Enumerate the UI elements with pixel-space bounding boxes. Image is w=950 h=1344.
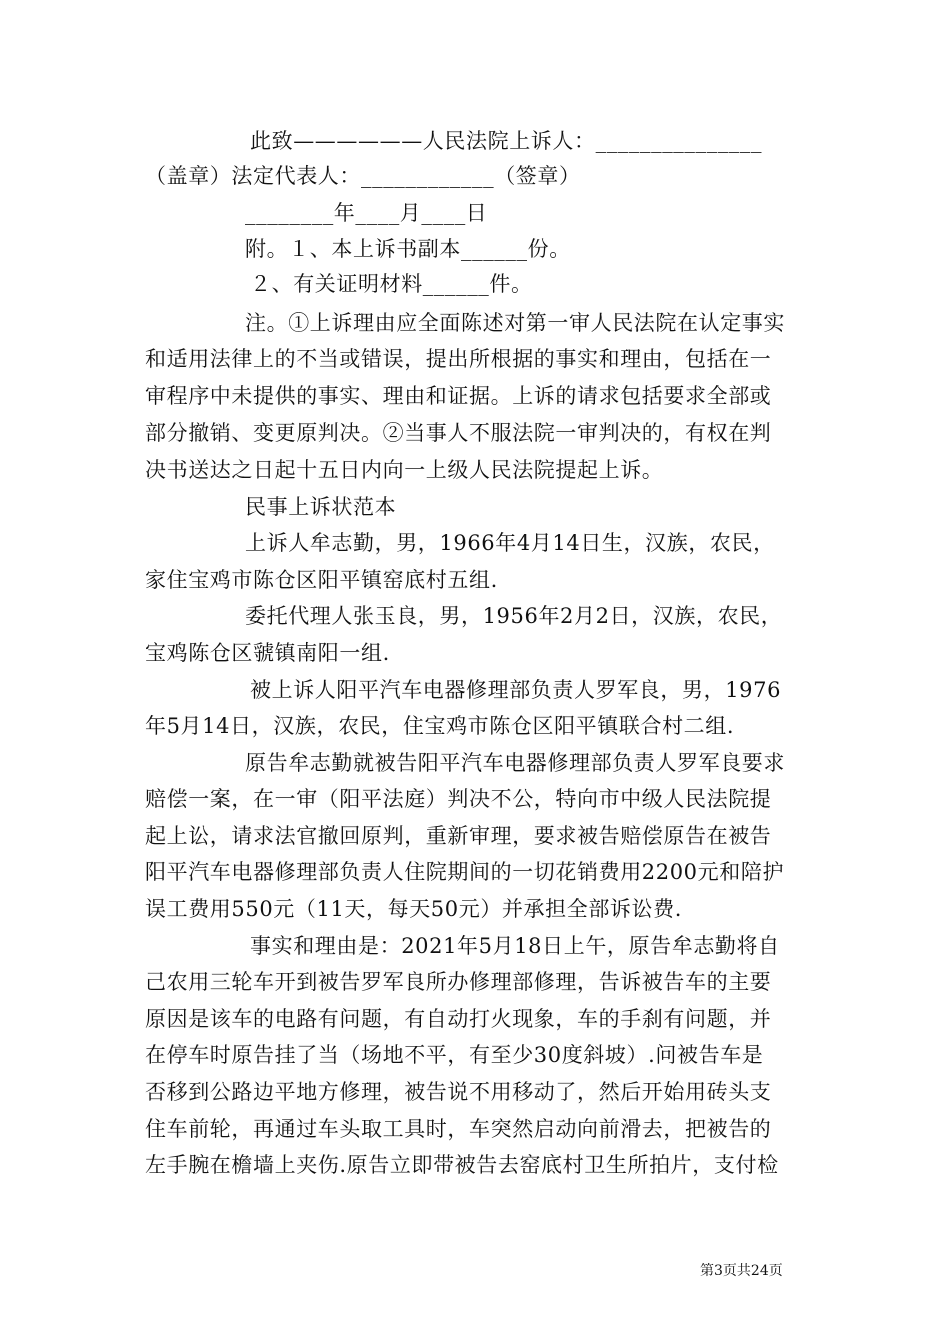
section-heading: 民事上诉状范本 — [245, 495, 397, 519]
facts-paragraph-line: 在停车时原告挂了当（场地不平，有至少30度斜坡）.问被告车是 — [145, 1043, 764, 1067]
appellee-line: 年5月14日，汉族，农民，住宝鸡市陈仓区阳平镇联合村二组. — [145, 714, 735, 738]
facts-paragraph-line: 住车前轮，再通过车头取工具时，车突然启动向前滑去，把被告的 — [145, 1117, 772, 1141]
addressee-line: 此致——————人民法院上诉人：_______________ — [250, 129, 763, 153]
facts-paragraph-line: 己农用三轮车开到被告罗军良所办修理部修理，告诉被告车的主要 — [145, 970, 772, 994]
agent-line: 委托代理人张玉良，男，1956年2月2日，汉族，农民， — [245, 604, 783, 628]
date-line: ________年____月____日 — [245, 201, 488, 225]
appellant-line: 上诉人牟志勤，男，1966年4月14日生，汉族，农民， — [245, 531, 775, 555]
claim-paragraph-line: 阳平汽车电器修理部负责人住院期间的一切花销费用2200元和陪护 — [145, 860, 785, 884]
claim-paragraph-line: 起上讼，请求法官撤回原判，重新审理，要求被告赔偿原告在被告 — [145, 824, 772, 848]
note-paragraph-line: 部分撤销、变更原判决。②当事人不服法院一审判决的，有权在判 — [145, 421, 772, 445]
agent-line: 宝鸡陈仓区虢镇南阳一组. — [145, 641, 390, 665]
page-number: 第3页共24页 — [700, 1263, 783, 1279]
facts-paragraph-line: 原因是该车的电路有问题，有自动打火现象，车的手刹有问题，并 — [145, 1007, 772, 1031]
facts-paragraph-line: 事实和理由是：2021年5月18日上午，原告牟志勤将自 — [250, 934, 780, 958]
attachment-line-2: ２、有关证明材料______件。 — [250, 272, 533, 296]
facts-paragraph-line: 否移到公路边平地方修理，被告说不用移动了，然后开始用砖头支 — [145, 1080, 772, 1104]
note-paragraph-line: 注。①上诉理由应全面陈述对第一审人民法院在认定事实 — [245, 311, 785, 335]
facts-paragraph-line: 左手腕在檐墙上夹伤.原告立即带被告去窑底村卫生所拍片，支付检 — [145, 1153, 779, 1177]
appellee-line: 被上诉人阳平汽车电器修理部负责人罗军良，男，1976 — [250, 678, 782, 702]
claim-paragraph-line: 误工费用550元（11天，每天50元）并承担全部诉讼费. — [145, 897, 682, 921]
note-paragraph-line: 决书送达之日起十五日内向一上级人民法院提起上诉。 — [145, 458, 664, 482]
note-paragraph-line: 和适用法律上的不当或错误，提出所根据的事实和理由，包括在一 — [145, 347, 772, 371]
attachment-line-1: 附。１、本上诉书副本______份。 — [245, 237, 571, 261]
appellant-line: 家住宝鸡市陈仓区阳平镇窑底村五组. — [145, 568, 498, 592]
claim-paragraph-line: 原告牟志勤就被告阳平汽车电器修理部负责人罗军良要求 — [245, 751, 785, 775]
signature-line: （盖章）法定代表人：____________（签章） — [145, 164, 581, 188]
claim-paragraph-line: 赔偿一案，在一审（阳平法庭）判决不公，特向市中级人民法院提 — [145, 787, 772, 811]
note-paragraph-line: 审程序中未提供的事实、理由和证据。上诉的请求包括要求全部或 — [145, 384, 772, 408]
